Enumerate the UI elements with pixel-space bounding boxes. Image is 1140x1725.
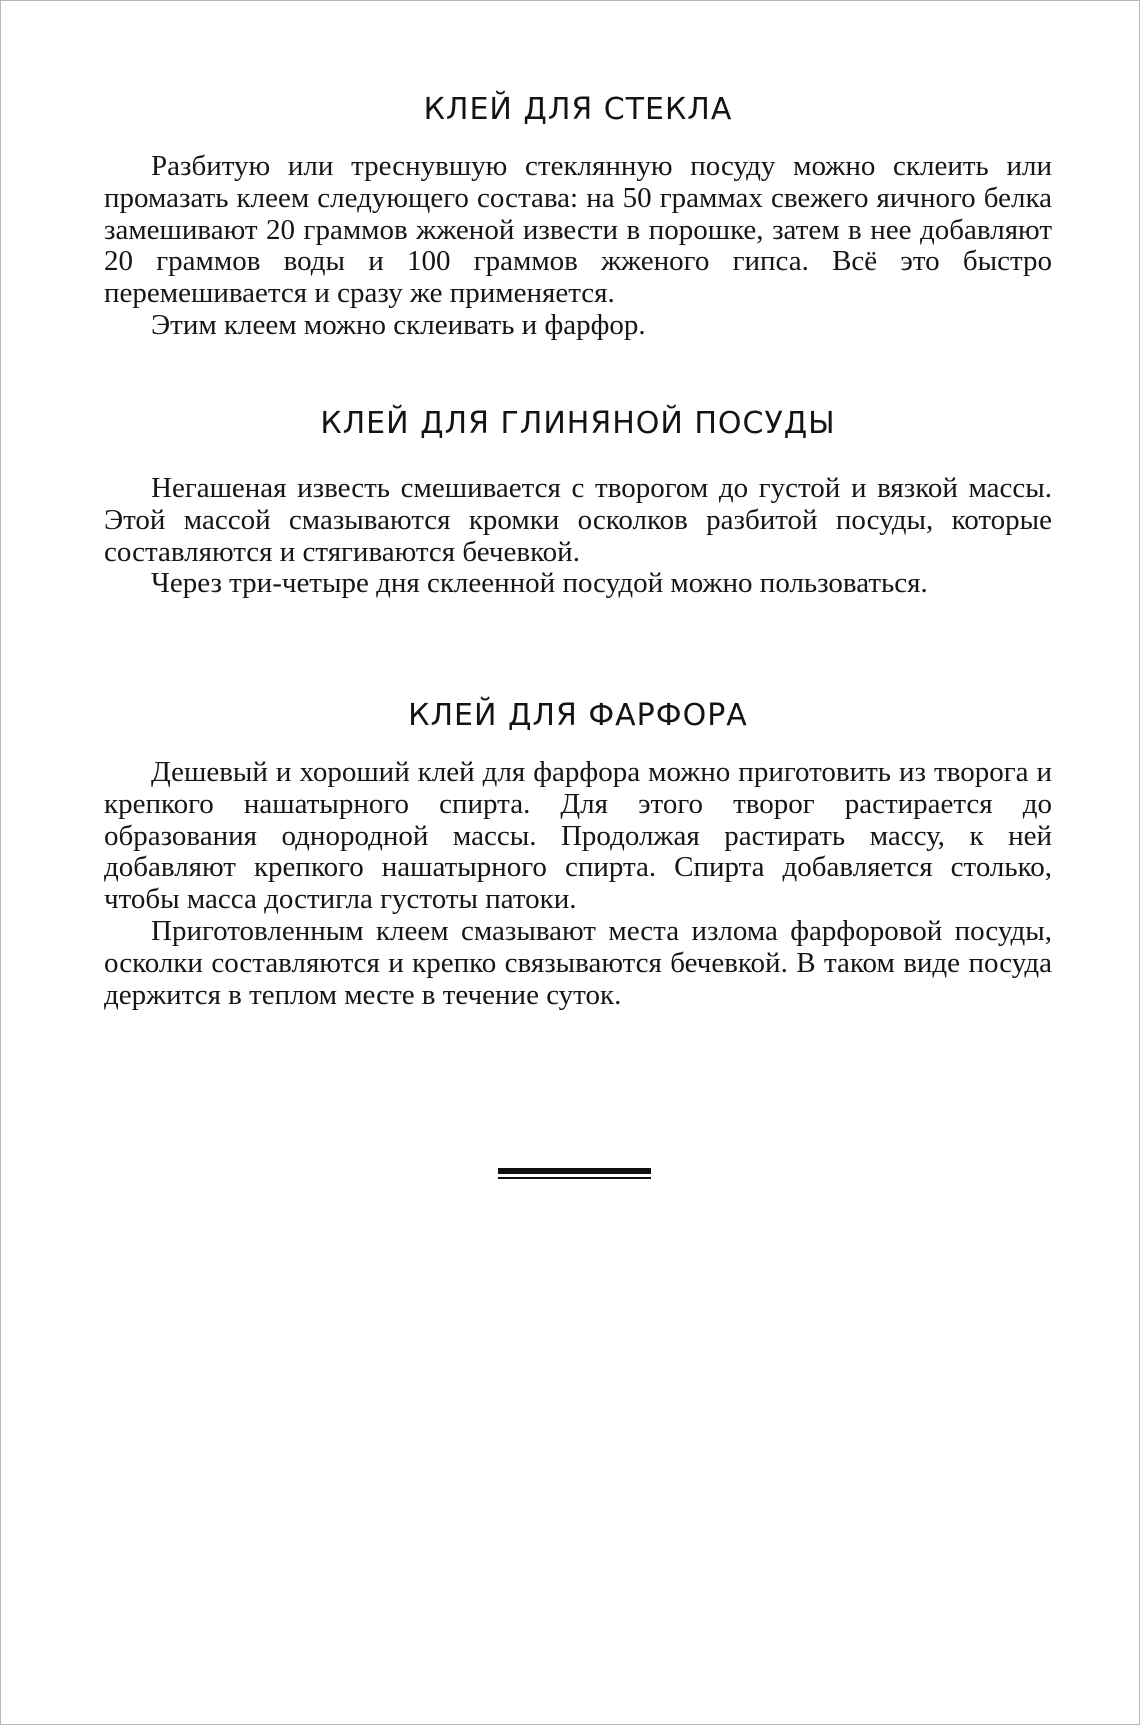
end-of-chapter-rule xyxy=(498,1168,651,1179)
paragraph: Приготовленным клеем смазывают места излома фарфоровой посуды, осколки составляются и крепко связываются бечевкой. В таком виде посуда держится в теплом месте в течение суток. xyxy=(104,914,1052,1011)
rule-thick-line xyxy=(498,1168,651,1174)
paragraph: Негашеная известь смешивается с творогом до густой и вязкой массы. Этой массой смазываются кромки осколков разбитой посуды, которые составляются и стягиваются бечевкой. xyxy=(104,472,1052,568)
rule-thin-line xyxy=(498,1177,651,1179)
section-body-glass-glue xyxy=(104,151,1052,342)
section-title-porcelain-glue: КЛЕЙ ДЛЯ ФАРФОРА xyxy=(408,698,748,733)
section-body-clay-pottery-glue xyxy=(104,473,1052,600)
section-body-porcelain-glue xyxy=(104,757,1052,1011)
paragraph: Этим клеем можно склеивать и фарфор. xyxy=(151,308,646,341)
paragraph: Дешевый и хороший клей для фарфора можно приготовить из творога и крепкого нашатырного спирта. Для этого творог растирается до образования однородной массы. Продолжая растирать массу, к ней добавляют крепкого нашатырного спирта. Спирта добавляется столько, чтобы масса достигла густоты патоки. xyxy=(104,756,1052,916)
section-title-glass-glue: КЛЕЙ ДЛЯ СТЕКЛА xyxy=(423,92,733,127)
paragraph: Через три-четыре дня склеенной посудой можно пользоваться. xyxy=(151,567,928,600)
section-title-clay-pottery-glue: КЛЕЙ ДЛЯ ГЛИНЯНОЙ ПОСУДЫ xyxy=(320,406,836,441)
paragraph: Разбитую или треснувшую стеклянную посуду можно склеить или промазать клеем следующего состава: на 50 граммах свежего яичного белка замешивают 20 граммов жженой извести в порошке, затем в нее добавляют 20 граммов воды и 100 граммов жженого гипса. Всё это быстро перемешивается и сразу же применяется. xyxy=(104,150,1052,310)
